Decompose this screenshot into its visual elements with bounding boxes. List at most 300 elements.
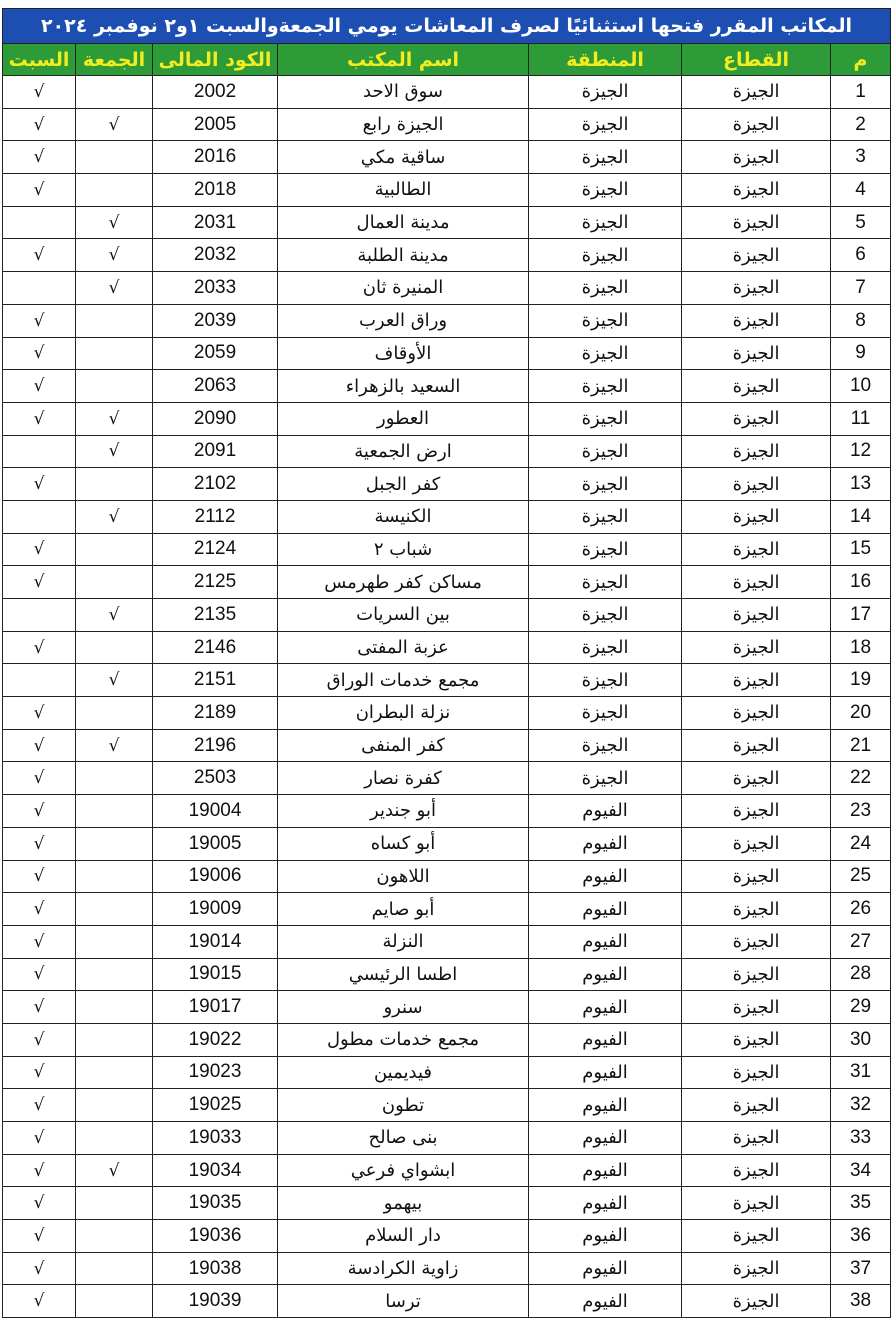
region-cell: الجيزة [529,500,682,533]
table-row [3,1220,891,1253]
row-number: 35 [831,1187,891,1220]
financial-code-cell: 2189 [153,697,278,730]
row-number: 38 [831,1285,891,1318]
row-number: 3 [831,141,891,174]
row-number: 6 [831,239,891,272]
title-row [3,9,891,44]
friday-check [76,860,153,893]
table-row [3,729,891,762]
office-name-cell: دار السلام [278,1220,529,1253]
offices-sheet [2,8,890,1318]
saturday-check: √ [3,304,76,337]
friday-check [76,370,153,403]
office-name-cell: بنى صالح [278,1122,529,1155]
saturday-check: √ [3,1023,76,1056]
table-row [3,762,891,795]
region-cell: الفيوم [529,1220,682,1253]
office-name-cell: أبو صايم [278,893,529,926]
saturday-check: √ [3,1285,76,1318]
row-number: 20 [831,697,891,730]
financial-code-cell: 19015 [153,958,278,991]
region-cell: الفيوم [529,1187,682,1220]
table-row [3,1252,891,1285]
friday-check [76,533,153,566]
region-cell: الجيزة [529,566,682,599]
row-number: 14 [831,500,891,533]
region-cell: الفيوم [529,1056,682,1089]
table-row [3,827,891,860]
table-row [3,402,891,435]
financial-code-cell: 19038 [153,1252,278,1285]
financial-code-cell: 2039 [153,304,278,337]
office-name-cell: ارض الجمعية [278,435,529,468]
table-row [3,893,891,926]
region-cell: الفيوم [529,795,682,828]
table-row [3,1187,891,1220]
region-cell: الجيزة [529,141,682,174]
table-row [3,337,891,370]
region-cell: الجيزة [529,533,682,566]
sector-cell: الجيزة [682,1220,831,1253]
financial-code-cell: 19005 [153,827,278,860]
row-number: 32 [831,1089,891,1122]
region-cell: الجيزة [529,435,682,468]
financial-code-cell: 19017 [153,991,278,1024]
sector-cell: الجيزة [682,664,831,697]
office-name-cell: كفر الجبل [278,468,529,501]
saturday-check [3,272,76,305]
financial-code-cell: 2102 [153,468,278,501]
office-name-cell: السعيد بالزهراء [278,370,529,403]
sector-cell: الجيزة [682,1122,831,1155]
friday-check: √ [76,500,153,533]
sector-cell: الجيزة [682,795,831,828]
table-row [3,468,891,501]
friday-check: √ [76,239,153,272]
saturday-check: √ [3,141,76,174]
region-cell: الفيوم [529,1285,682,1318]
table-row [3,239,891,272]
table-row [3,566,891,599]
saturday-check: √ [3,239,76,272]
region-cell: الجيزة [529,468,682,501]
region-cell: الفيوم [529,991,682,1024]
office-name-cell: بين السريات [278,599,529,632]
office-name-cell: مجمع خدمات الوراق [278,664,529,697]
region-cell: الجيزة [529,76,682,109]
office-name-cell: مساكن كفر طهرمس [278,566,529,599]
friday-check: √ [76,435,153,468]
office-name-cell: كفرة نصار [278,762,529,795]
region-cell: الفيوم [529,860,682,893]
financial-code-cell: 2016 [153,141,278,174]
sector-cell: الجيزة [682,1056,831,1089]
row-number: 8 [831,304,891,337]
offices-table [2,8,891,1318]
sector-cell: الجيزة [682,500,831,533]
table-row [3,1023,891,1056]
friday-check [76,174,153,207]
sector-cell: الجيزة [682,860,831,893]
saturday-check [3,664,76,697]
friday-check: √ [76,664,153,697]
row-number: 31 [831,1056,891,1089]
financial-code-cell: 2135 [153,599,278,632]
region-cell: الفيوم [529,1023,682,1056]
financial-code-cell: 2146 [153,631,278,664]
row-number: 33 [831,1122,891,1155]
table-row [3,795,891,828]
table-row [3,1154,891,1187]
financial-code-cell: 2196 [153,729,278,762]
office-name-cell: مدينة العمال [278,206,529,239]
sector-cell: الجيزة [682,141,831,174]
financial-code-cell: 19033 [153,1122,278,1155]
friday-check [76,1220,153,1253]
office-name-cell: عزبة المفتى [278,631,529,664]
table-row [3,958,891,991]
row-number: 12 [831,435,891,468]
row-number: 18 [831,631,891,664]
header-sector: القطاع [682,44,831,76]
table-row [3,697,891,730]
office-name-cell: سوق الاحد [278,76,529,109]
saturday-check: √ [3,958,76,991]
saturday-check: √ [3,1187,76,1220]
office-name-cell: كفر المنفى [278,729,529,762]
friday-check [76,991,153,1024]
table-row [3,599,891,632]
saturday-check: √ [3,108,76,141]
table-title: المكاتب المقرر فتحها استثنائيًا لصرف المعاشات يومي الجمعةوالسبت ١و٢ نوفمبر ٢٠٢٤ [3,9,891,44]
financial-code-cell: 19034 [153,1154,278,1187]
region-cell: الجيزة [529,664,682,697]
saturday-check [3,500,76,533]
sector-cell: الجيزة [682,762,831,795]
office-name-cell: أبو كساه [278,827,529,860]
office-name-cell: زاوية الكرادسة [278,1252,529,1285]
sector-cell: الجيزة [682,370,831,403]
row-number: 2 [831,108,891,141]
financial-code-cell: 2018 [153,174,278,207]
row-number: 27 [831,925,891,958]
friday-check [76,827,153,860]
friday-check [76,925,153,958]
sector-cell: الجيزة [682,1154,831,1187]
row-number: 26 [831,893,891,926]
friday-check [76,304,153,337]
region-cell: الفيوم [529,827,682,860]
table-row [3,1089,891,1122]
row-number: 1 [831,76,891,109]
financial-code-cell: 2503 [153,762,278,795]
friday-check [76,697,153,730]
table-row [3,108,891,141]
row-number: 37 [831,1252,891,1285]
office-name-cell: شباب ٢ [278,533,529,566]
office-name-cell: ترسا [278,1285,529,1318]
financial-code-cell: 2091 [153,435,278,468]
table-row [3,1122,891,1155]
friday-check [76,1122,153,1155]
office-name-cell: فيديمين [278,1056,529,1089]
region-cell: الفيوم [529,1154,682,1187]
saturday-check: √ [3,631,76,664]
sector-cell: الجيزة [682,337,831,370]
saturday-check: √ [3,893,76,926]
sector-cell: الجيزة [682,599,831,632]
table-row [3,925,891,958]
friday-check [76,762,153,795]
financial-code-cell: 19035 [153,1187,278,1220]
sector-cell: الجيزة [682,991,831,1024]
region-cell: الجيزة [529,272,682,305]
office-name-cell: أبو جندير [278,795,529,828]
header-friday: الجمعة [76,44,153,76]
financial-code-cell: 2151 [153,664,278,697]
region-cell: الفيوم [529,1252,682,1285]
region-cell: الجيزة [529,729,682,762]
office-name-cell: المنيرة ثان [278,272,529,305]
friday-check [76,1187,153,1220]
saturday-check: √ [3,860,76,893]
sector-cell: الجيزة [682,533,831,566]
region-cell: الجيزة [529,697,682,730]
friday-check [76,1056,153,1089]
financial-code-cell: 19009 [153,893,278,926]
friday-check: √ [76,729,153,762]
row-number: 15 [831,533,891,566]
financial-code-cell: 19022 [153,1023,278,1056]
financial-code-cell: 2002 [153,76,278,109]
sector-cell: الجيزة [682,566,831,599]
saturday-check: √ [3,174,76,207]
row-number: 36 [831,1220,891,1253]
office-name-cell: مدينة الطلبة [278,239,529,272]
region-cell: الفيوم [529,1122,682,1155]
row-number: 9 [831,337,891,370]
saturday-check: √ [3,566,76,599]
table-row [3,631,891,664]
row-number: 11 [831,402,891,435]
region-cell: الجيزة [529,631,682,664]
friday-check [76,1089,153,1122]
table-row [3,860,891,893]
header-office-name: اسم المكتب [278,44,529,76]
office-name-cell: الطالبية [278,174,529,207]
saturday-check: √ [3,697,76,730]
financial-code-cell: 2112 [153,500,278,533]
row-number: 29 [831,991,891,1024]
friday-check: √ [76,599,153,632]
office-name-cell: الكنيسة [278,500,529,533]
sector-cell: الجيزة [682,76,831,109]
region-cell: الجيزة [529,599,682,632]
table-row [3,272,891,305]
sector-cell: الجيزة [682,239,831,272]
row-number: 19 [831,664,891,697]
table-row [3,304,891,337]
office-name-cell: نزلة البطران [278,697,529,730]
saturday-check: √ [3,1252,76,1285]
region-cell: الجيزة [529,174,682,207]
header-num: م [831,44,891,76]
row-number: 21 [831,729,891,762]
friday-check: √ [76,402,153,435]
sector-cell: الجيزة [682,631,831,664]
sector-cell: الجيزة [682,435,831,468]
row-number: 4 [831,174,891,207]
row-number: 13 [831,468,891,501]
financial-code-cell: 2031 [153,206,278,239]
office-name-cell: وراق العرب [278,304,529,337]
table-row [3,664,891,697]
saturday-check [3,435,76,468]
table-row [3,141,891,174]
sector-cell: الجيزة [682,1089,831,1122]
region-cell: الجيزة [529,402,682,435]
financial-code-cell: 2063 [153,370,278,403]
sector-cell: الجيزة [682,174,831,207]
saturday-check: √ [3,762,76,795]
sector-cell: الجيزة [682,1187,831,1220]
friday-check [76,1285,153,1318]
friday-check [76,631,153,664]
table-row [3,174,891,207]
header-region: المنطقة [529,44,682,76]
financial-code-cell: 19039 [153,1285,278,1318]
financial-code-cell: 2125 [153,566,278,599]
saturday-check: √ [3,991,76,1024]
friday-check [76,76,153,109]
sector-cell: الجيزة [682,1252,831,1285]
saturday-check: √ [3,795,76,828]
saturday-check: √ [3,827,76,860]
friday-check [76,1252,153,1285]
saturday-check: √ [3,729,76,762]
saturday-check: √ [3,1089,76,1122]
row-number: 22 [831,762,891,795]
header-row [3,44,891,76]
row-number: 30 [831,1023,891,1056]
row-number: 34 [831,1154,891,1187]
table-row [3,370,891,403]
financial-code-cell: 2059 [153,337,278,370]
sector-cell: الجيزة [682,893,831,926]
region-cell: الجيزة [529,762,682,795]
friday-check [76,795,153,828]
region-cell: الفيوم [529,925,682,958]
region-cell: الفيوم [529,893,682,926]
financial-code-cell: 2090 [153,402,278,435]
saturday-check: √ [3,1056,76,1089]
financial-code-cell: 19023 [153,1056,278,1089]
row-number: 23 [831,795,891,828]
saturday-check [3,599,76,632]
table-row [3,206,891,239]
row-number: 24 [831,827,891,860]
financial-code-cell: 19004 [153,795,278,828]
table-row [3,1056,891,1089]
region-cell: الفيوم [529,958,682,991]
office-name-cell: النزلة [278,925,529,958]
sector-cell: الجيزة [682,304,831,337]
sector-cell: الجيزة [682,108,831,141]
saturday-check: √ [3,1154,76,1187]
table-row [3,500,891,533]
financial-code-cell: 2124 [153,533,278,566]
sector-cell: الجيزة [682,272,831,305]
financial-code-cell: 2005 [153,108,278,141]
saturday-check: √ [3,370,76,403]
financial-code-cell: 2033 [153,272,278,305]
table-row [3,1285,891,1318]
region-cell: الجيزة [529,337,682,370]
header-saturday: السبت [3,44,76,76]
table-row [3,533,891,566]
friday-check: √ [76,1154,153,1187]
friday-check [76,566,153,599]
sector-cell: الجيزة [682,729,831,762]
office-name-cell: تطون [278,1089,529,1122]
sector-cell: الجيزة [682,206,831,239]
row-number: 7 [831,272,891,305]
saturday-check: √ [3,1220,76,1253]
office-name-cell: الأوقاف [278,337,529,370]
friday-check [76,958,153,991]
table-body [3,76,891,1318]
saturday-check: √ [3,337,76,370]
header-financial-code: الكود المالى [153,44,278,76]
table-row [3,991,891,1024]
region-cell: الجيزة [529,239,682,272]
saturday-check: √ [3,1122,76,1155]
office-name-cell: اطسا الرئيسي [278,958,529,991]
financial-code-cell: 19006 [153,860,278,893]
friday-check [76,337,153,370]
table-row [3,435,891,468]
financial-code-cell: 19025 [153,1089,278,1122]
friday-check: √ [76,108,153,141]
region-cell: الجيزة [529,370,682,403]
sector-cell: الجيزة [682,1023,831,1056]
sector-cell: الجيزة [682,1285,831,1318]
friday-check [76,1023,153,1056]
office-name-cell: العطور [278,402,529,435]
row-number: 25 [831,860,891,893]
office-name-cell: سنرو [278,991,529,1024]
saturday-check: √ [3,533,76,566]
saturday-check: √ [3,76,76,109]
office-name-cell: ساقية مكي [278,141,529,174]
row-number: 17 [831,599,891,632]
office-name-cell: مجمع خدمات مطول [278,1023,529,1056]
friday-check: √ [76,272,153,305]
sector-cell: الجيزة [682,697,831,730]
friday-check [76,141,153,174]
sector-cell: الجيزة [682,468,831,501]
office-name-cell: اللاهون [278,860,529,893]
office-name-cell: بيهمو [278,1187,529,1220]
region-cell: الفيوم [529,1089,682,1122]
financial-code-cell: 19036 [153,1220,278,1253]
region-cell: الجيزة [529,108,682,141]
row-number: 5 [831,206,891,239]
region-cell: الجيزة [529,304,682,337]
sector-cell: الجيزة [682,958,831,991]
row-number: 10 [831,370,891,403]
region-cell: الجيزة [529,206,682,239]
